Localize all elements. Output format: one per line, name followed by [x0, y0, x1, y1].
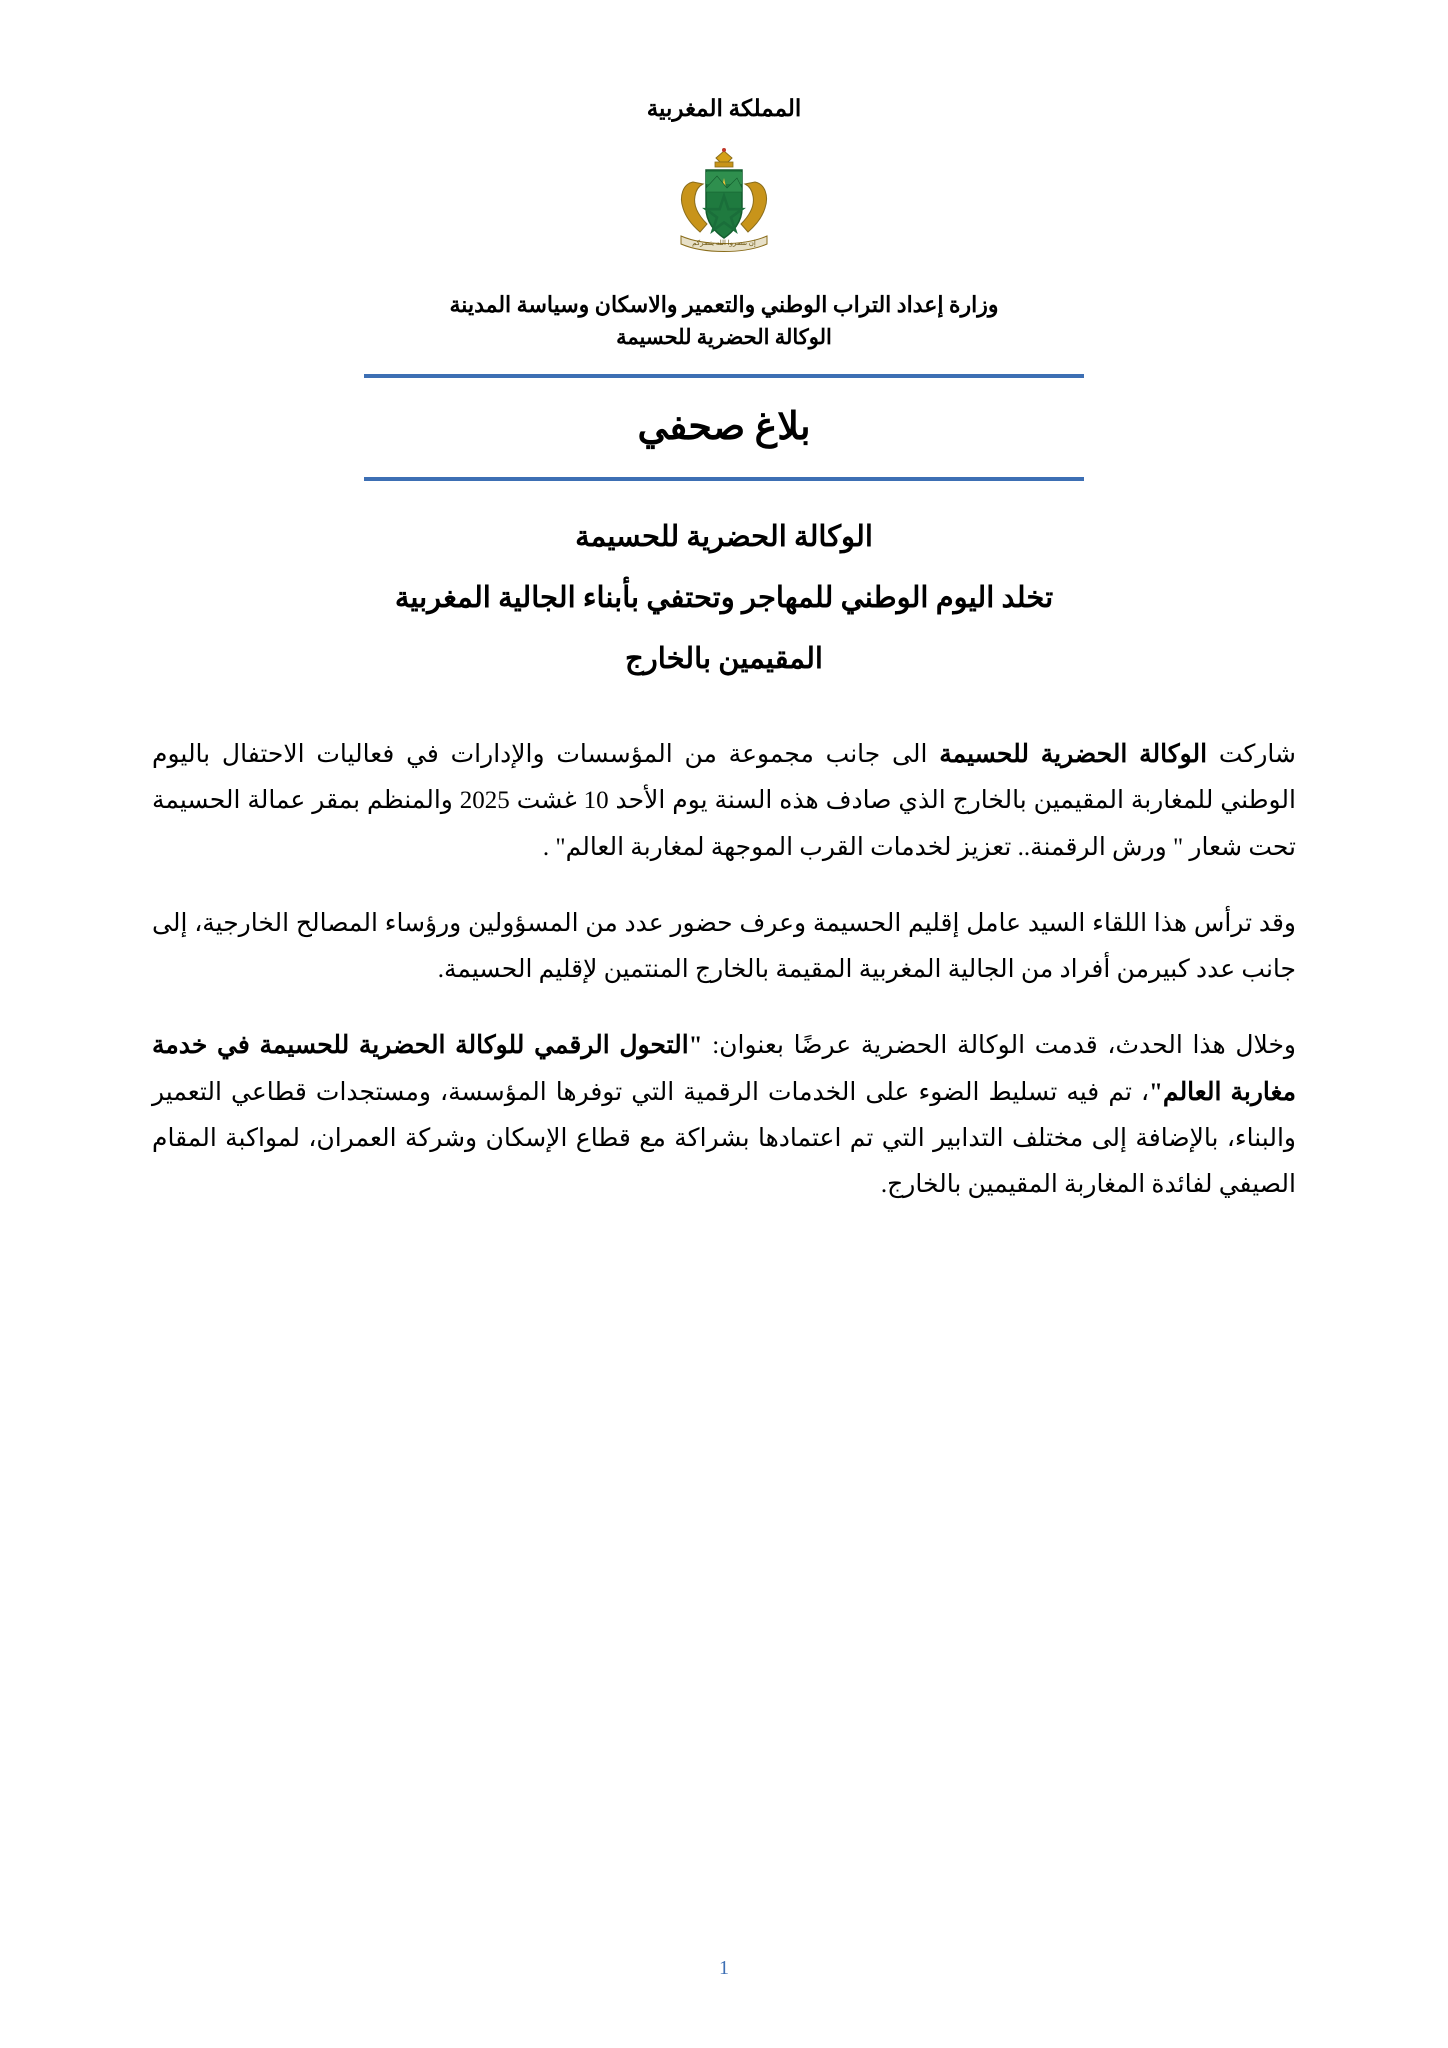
divider-top	[364, 374, 1084, 378]
headline-line-3: المقيمين بالخارج	[625, 643, 823, 676]
emblem-container	[152, 148, 1296, 260]
headline-line-2: تخلد اليوم الوطني للمهاجر وتحتفي بأبناء الجالية المغربية	[394, 582, 1054, 615]
paragraph-3-text-b: ، تم فيه تسليط الضوء على الخدمات الرقمية التي توفرها المؤسسة، ومستجدات قطاعي التعمير والبناء، بالإضافة إلى مختلف التدابير التي تم اعتمادها بشراكة مع قطاع الإسكان وشركة العمران، لمواكبة المقام الصيفي لفائدة المغاربة المقيمين بالخارج.	[152, 1078, 1296, 1199]
paragraph-3	[152, 1023, 1296, 1208]
body-text	[152, 732, 1296, 1208]
paragraph-1	[152, 732, 1296, 871]
headline-line-1: الوكالة الحضرية للحسيمة	[575, 521, 873, 554]
paragraph-1-text-b: الى جانب مجموعة من المؤسسات والإدارات في فعاليات الاحتفال باليوم الوطني للمغاربة المقيمين بالخارج الذي صادف هذه السنة يوم الأحد 10 غشت 2025 والمنظم بمقر عمالة الحسيمة تحت شعار " ورش الرقمنة.. تعزيز لخدمات القرب الموجهة لمغاربة العالم" .	[152, 741, 1296, 861]
paragraph-2: وقد ترأس هذا اللقاء السيد عامل إقليم الحسيمة وعرف حضور عدد من المسؤولين ورؤساء المصالح الخارجية، إلى جانب عدد كبيرمن أفراد من الجالية المغربية المقيمة بالخارج المنتمين لإقليم الحسيمة.	[152, 909, 1296, 984]
ministry-title: وزارة إعداد التراب الوطني والتعمير والاسكان وسياسة المدينة	[449, 292, 999, 317]
kingdom-title: المملكة المغربية	[646, 96, 802, 121]
paragraph-3-text-a: وخلال هذا الحدث، قدمت الوكالة الحضرية عرضًا بعنوان:	[702, 1032, 1297, 1060]
morocco-coat-of-arms-icon	[659, 148, 789, 260]
paragraph-1-bold: الوكالة الحضرية للحسيمة	[939, 741, 1208, 769]
paragraph-3-bold: "التحول الرقمي للوكالة الحضرية للحسيمة في خدمة مغاربة العالم"	[152, 1032, 1296, 1106]
agency-title: الوكالة الحضرية للحسيمة	[616, 325, 832, 350]
page-number: 1	[719, 1957, 729, 1979]
paragraph-1-text-a: شاركت	[1207, 741, 1296, 769]
divider-bottom	[364, 477, 1084, 481]
page-title: بلاغ صحفي	[637, 406, 811, 449]
svg-text:إن تنصروا الله ينصركم: إن تنصروا الله ينصركم	[692, 239, 756, 247]
headline	[152, 507, 1296, 690]
